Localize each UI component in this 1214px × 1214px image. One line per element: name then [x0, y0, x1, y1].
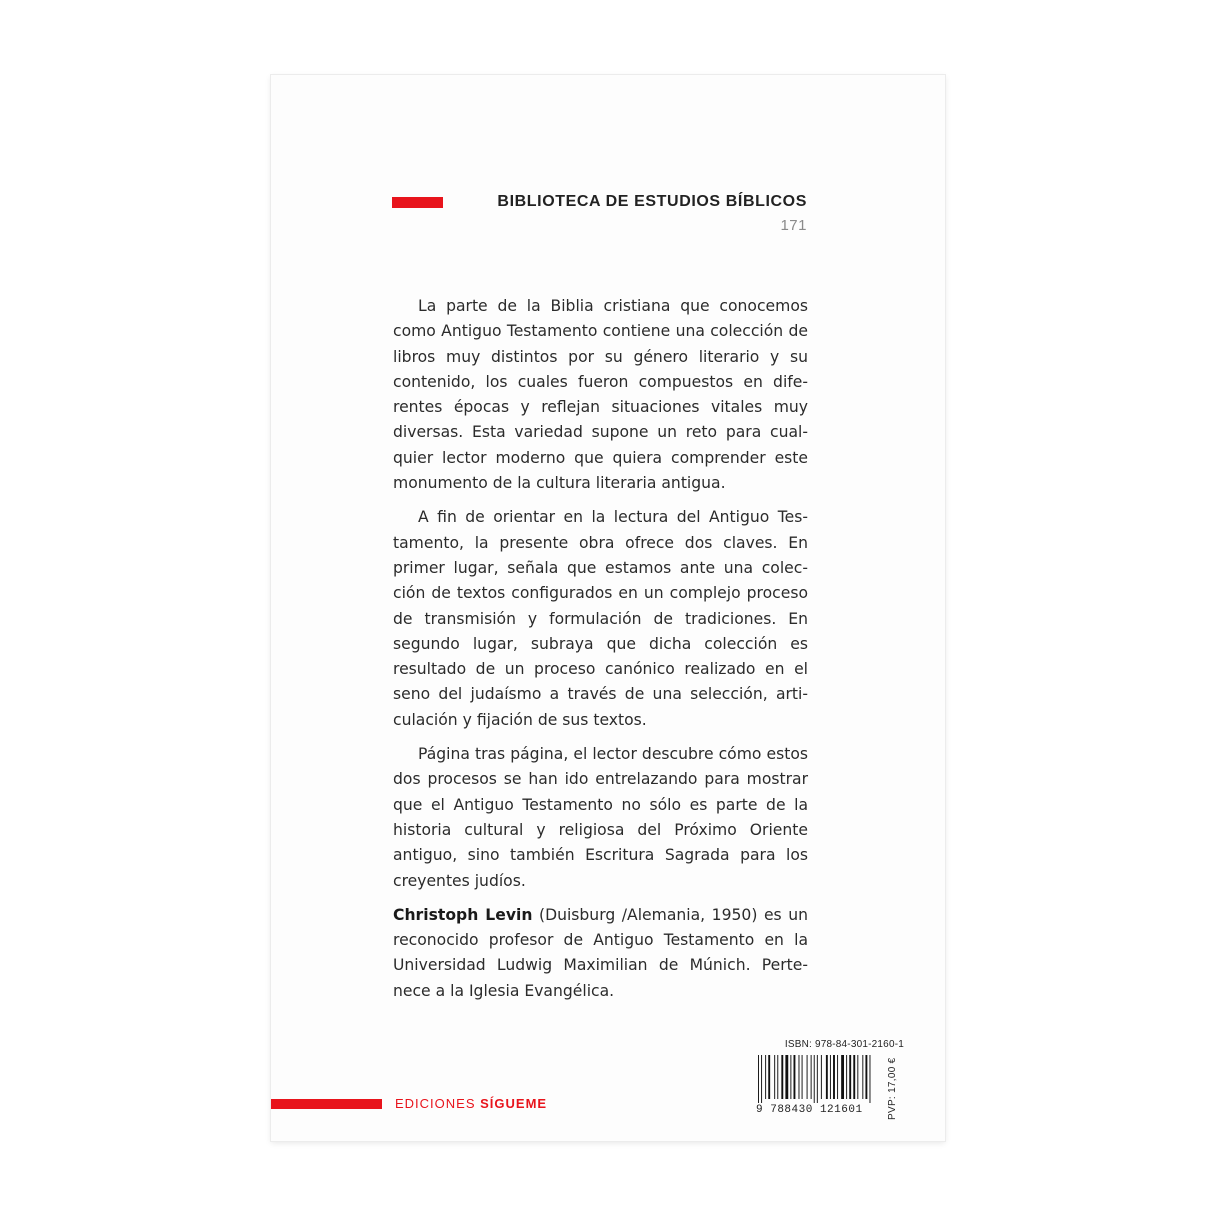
ean-digits — [756, 1104, 876, 1116]
series-number: 171 — [780, 217, 807, 234]
barcode-bar — [853, 1055, 855, 1099]
barcode-bar — [768, 1055, 770, 1099]
publisher-accent-bar — [271, 1099, 382, 1109]
ean-first-digit: 9 — [756, 1104, 764, 1116]
barcode-bar — [785, 1055, 788, 1099]
barcode-bar — [781, 1055, 783, 1099]
publisher-logo — [395, 1096, 547, 1111]
barcode-bar — [833, 1055, 835, 1099]
barcode-bar — [826, 1055, 828, 1099]
author-bio — [393, 903, 808, 1004]
barcode-bar — [865, 1055, 867, 1099]
blurb — [393, 294, 808, 1013]
ean-left-group: 788430 — [770, 1104, 813, 1116]
barcode-bar — [811, 1055, 812, 1099]
series-title: BIBLIOTECA DE ESTUDIOS BÍBLICOS — [497, 193, 807, 210]
barcode-bar — [807, 1055, 808, 1099]
blurb-paragraph-3: Página tras página, el lector descubre cómo estos dos procesos se han ido entrelazando para mostrar que el Antiguo Testamento no sólo es parte de la historia cultural y religiosa del Próximo Oriente antiguo, sino también Escritura Sagrada para los creyentes judíos. — [393, 745, 808, 890]
blurb-paragraph-2: A fin de orientar en la lectura del Antiguo Testamento, la presente obra ofrece dos claves. En primer lugar, señala que estamos ante una colección de textos configurados en un complejo proceso de transmisión y formulación de tradiciones. En segundo lugar, subraya que dicha colección es resultado de un proceso canónico realizado en el seno del judaísmo a través de una selección, articulación y fijación de sus textos. — [393, 508, 808, 729]
ean-barcode — [757, 1055, 875, 1103]
barcode-bar — [837, 1055, 838, 1099]
barcode-bar — [821, 1055, 822, 1099]
author-bio-text: (Duisburg /Alemania, 1950) es un reconocido profesor de Antiguo Testamento en la Universidad Ludwig Maximilian de Múnich. Pertenece a la Iglesia Evangélica. — [393, 905, 808, 1000]
barcode-bar — [814, 1055, 815, 1103]
isbn-label: ISBN: 978-84-301-2160-1 — [784, 1039, 904, 1050]
barcode-bar — [794, 1055, 796, 1099]
publisher-name: SÍGUEME — [480, 1096, 548, 1111]
barcode-bar — [790, 1055, 791, 1099]
barcode-bar — [849, 1055, 851, 1099]
barcode-bar — [774, 1055, 775, 1099]
barcode-bar — [802, 1055, 803, 1099]
barcode-bar — [857, 1055, 858, 1099]
barcode-bar — [841, 1055, 844, 1099]
barcode-bar — [830, 1055, 831, 1099]
book-back-cover — [271, 75, 945, 1141]
author-name: Christoph Levin — [393, 905, 533, 924]
barcode-bar — [870, 1055, 871, 1103]
publisher-prefix: EDICIONES — [395, 1096, 481, 1111]
barcode-bar — [777, 1055, 778, 1099]
ean-right-group: 121601 — [819, 1104, 863, 1116]
barcode-bar — [758, 1055, 759, 1103]
price-label: PVP: 17,00 € — [887, 1057, 898, 1120]
blurb-paragraph-1: La parte de la Biblia cristiana que conocemos como Antiguo Testamento contiene una colección de libros muy distintos por su género literario y su contenido, los cuales fueron compuestos en diferentes épocas y reflejan situaciones vitales muy diversas. Esta variedad supone un reto para cualquier lector moderno que quiera comprender este monumento de la cultura literaria antigua. — [393, 297, 808, 493]
barcode-bar — [765, 1055, 766, 1099]
barcode-bar — [862, 1055, 863, 1099]
barcode-bar — [846, 1055, 847, 1099]
barcode-bar — [761, 1055, 762, 1103]
barcode-bar — [817, 1055, 818, 1103]
barcode-bar — [799, 1055, 800, 1099]
series-accent-bar — [392, 197, 443, 208]
